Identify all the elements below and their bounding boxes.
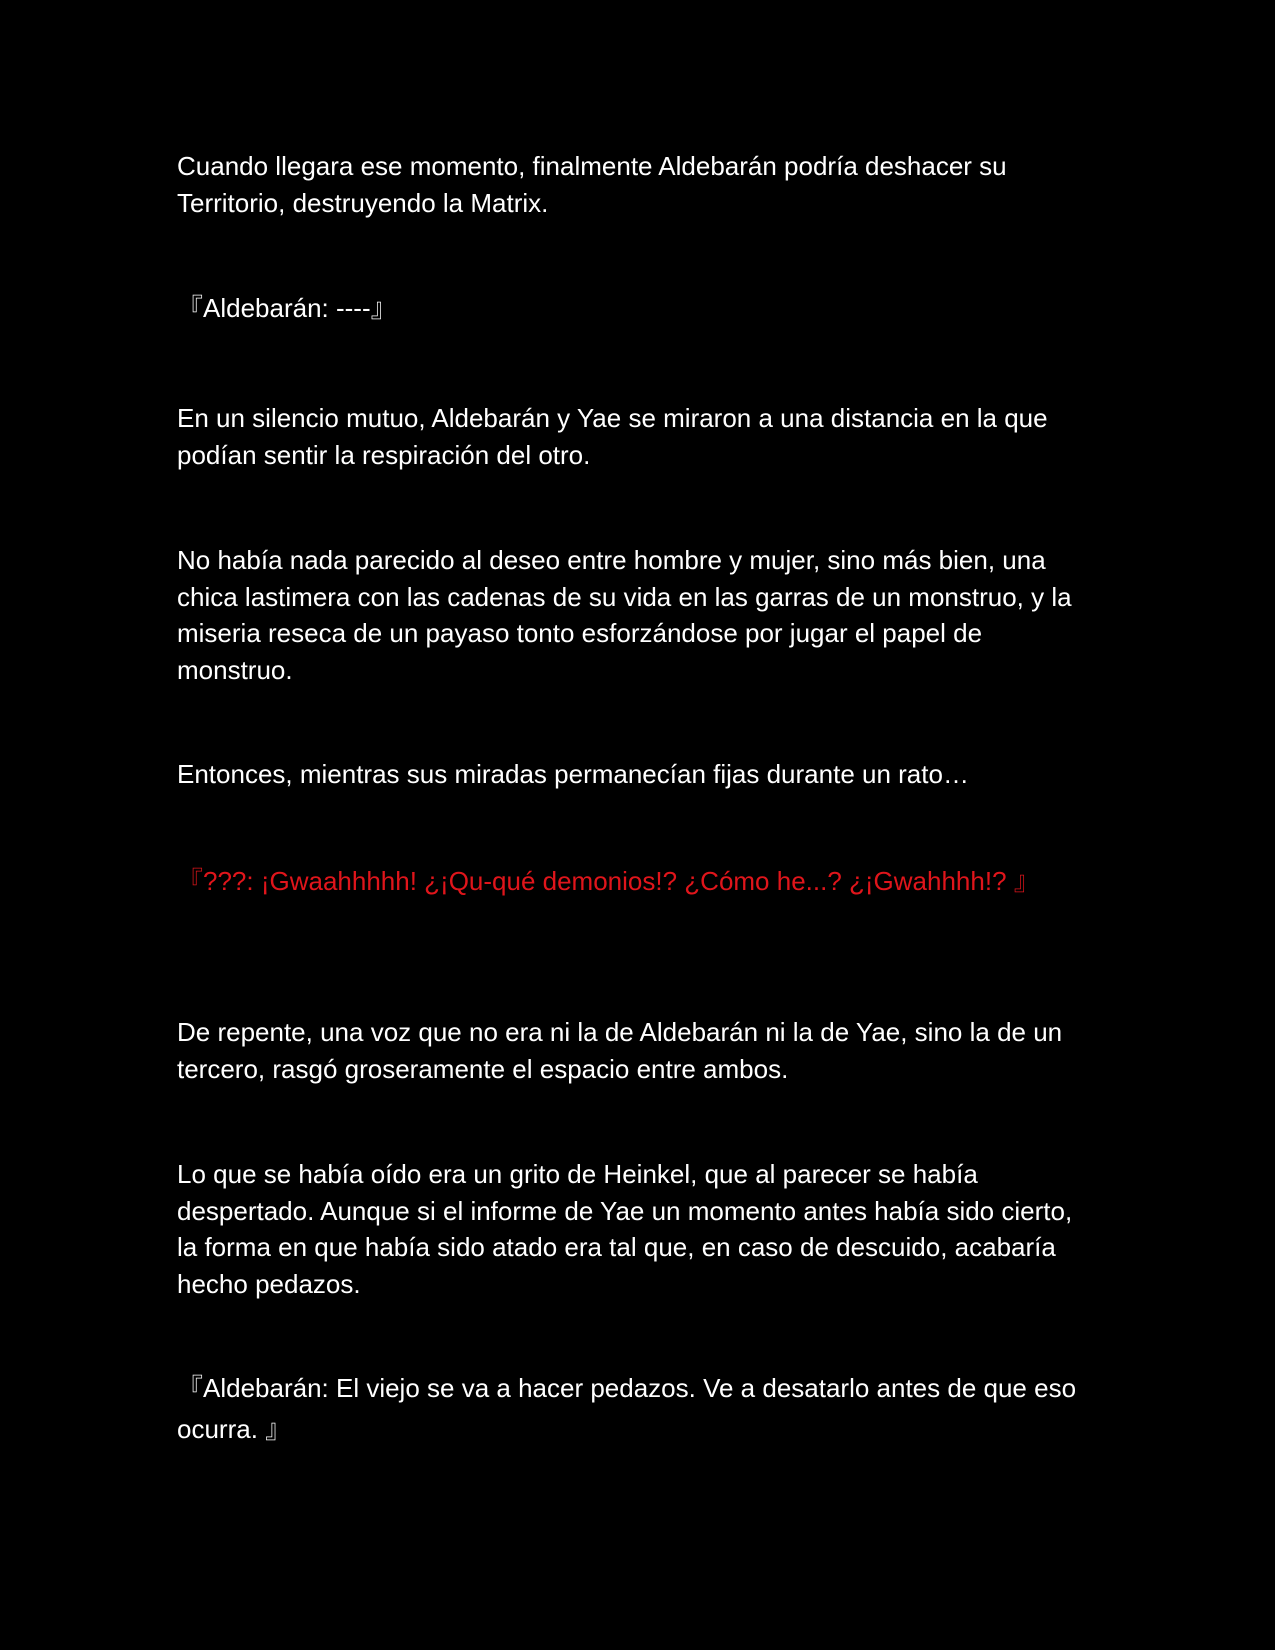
paragraph-1: Cuando llegara ese momento, finalmente Aldebarán podría deshacer su Territorio, destruyendo la Matrix.	[177, 151, 1007, 218]
paragraph-5: De repente, una voz que no era ni la de Aldebarán ni la de Yae, sino la de un tercero, rasgó groseramente el espacio entre ambos.	[177, 1017, 1063, 1084]
document-page	[177, 0, 1097, 1650]
dialogue-aldebaran-2: 『Aldebarán: El viejo se va a hacer pedazos. Ve a desatarlo antes de que eso ocurra. 』	[177, 1373, 1077, 1444]
paragraph-3: No había nada parecido al deseo entre hombre y mujer, sino más bien, una chica lastimera con las cadenas de su vida en las garras de un monstruo, y la miseria reseca de un payaso tonto esforzándose por jugar el papel de monstruo.	[177, 545, 1072, 685]
dialogue-aldebaran-1: 『Aldebarán: ----』	[177, 293, 397, 323]
paragraph-2: En un silencio mutuo, Aldebarán y Yae se miraron a una distancia en la que podían sentir la respiración del otro.	[177, 403, 1048, 470]
dialogue-heinkel-red: 『???: ¡Gwaahhhhh! ¿¡Qu-qué demonios!? ¿Cómo he...? ¿¡Gwahhhh!? 』	[177, 866, 1040, 896]
paragraph-4: Entonces, mientras sus miradas permanecían fijas durante un rato…	[177, 759, 969, 789]
paragraph-6: Lo que se había oído era un grito de Heinkel, que al parecer se había despertado. Aunque si el informe de Yae un momento antes había sido cierto, la forma en que había sido atado era tal que, en caso de descuido, acabaría hecho pedazos.	[177, 1159, 1073, 1299]
